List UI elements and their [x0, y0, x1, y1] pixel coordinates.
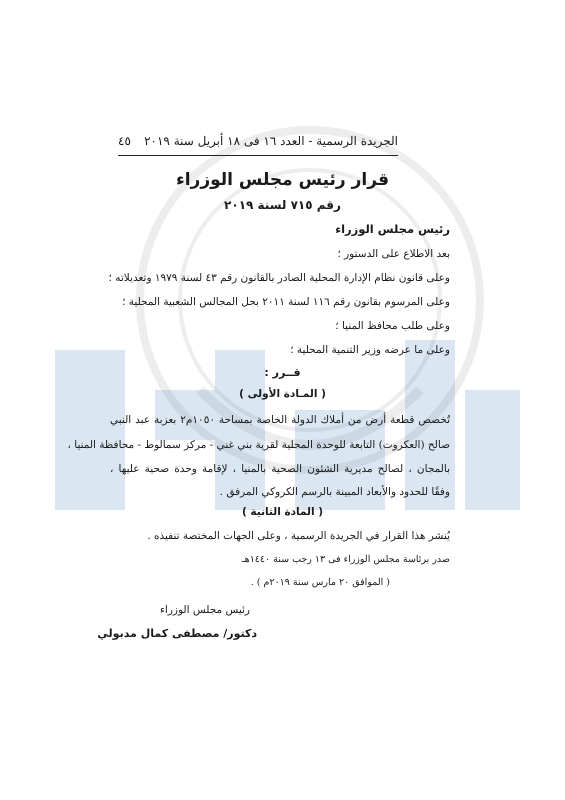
signature-name: دكتور/ مصطفى كمال مدبولي — [97, 627, 257, 640]
issuance-hijri-date: صدر برئاسة مجلس الوزراء فى ١٣ رجب سنة ١٤٤٠هـ — [241, 554, 450, 565]
article-1-line-3: بالمجان ، لصالح مديرية الشئون الصحية بالمنيا ، لإقامة وحدة صحية عليها ، — [110, 463, 450, 475]
decree-number: رقم ٧١٥ لسنة ٢٠١٩ — [224, 198, 341, 212]
recital-1: بعد الاطلاع على الدستور ؛ — [337, 248, 450, 260]
decided-heading: قــرر : — [264, 366, 301, 379]
header-divider — [118, 155, 398, 156]
recital-2: وعلى قانون نظام الإدارة المحلية الصادر بالقانون رقم ٤٣ لسنة ١٩٧٩ وتعديلاته ؛ — [108, 272, 450, 284]
issuer-heading: رئيس مجلس الوزراء — [335, 222, 450, 236]
decree-title: قرار رئيس مجلس الوزراء — [176, 170, 389, 190]
gazette-issue-line: الجريدة الرسمية - العدد ١٦ فى ١٨ أبريل سنة ٢٠١٩ — [144, 134, 398, 148]
article-2-heading: ( المادة الثانية ) — [241, 506, 324, 518]
recital-3: وعلى المرسوم بقانون رقم ١١٦ لسنة ٢٠١١ بحل المجالس الشعبية المحلية ؛ — [122, 296, 450, 308]
recital-4: وعلى طلب محافظ المنيا ؛ — [335, 320, 450, 332]
issuance-gregorian-date: ( الموافق ٢٠ مارس سنة ٢٠١٩م ) . — [250, 577, 390, 588]
article-1-line-2: صالح (العكروت) التابعة للوحدة المحلية لقرية بني غني - مركز سمالوط - محافظة المنيا ، — [67, 439, 450, 451]
article-1-heading: ( المـادة الأولى ) — [239, 388, 326, 400]
article-2-text: يُنشر هذا القرار في الجريدة الرسمية ، وعلى الجهات المختصة تنفيذه . — [147, 530, 450, 542]
recital-5: وعلى ما عرضه وزير التنمية المحلية ؛ — [290, 344, 450, 356]
signature-title: رئيس مجلس الوزراء — [159, 604, 250, 616]
running-header — [118, 134, 398, 148]
page-number: ٤٥ — [118, 134, 131, 148]
article-1-line-1: تُخصص قطعة أرض من أملاك الدولة الخاصة بمساحة ١٠٥٠م٢ بعزبة عبد النبي — [110, 414, 450, 426]
article-1-line-4: وفقًا للحدود والأبعاد المبينة بالرسم الكروكي المرفق . — [219, 486, 450, 498]
